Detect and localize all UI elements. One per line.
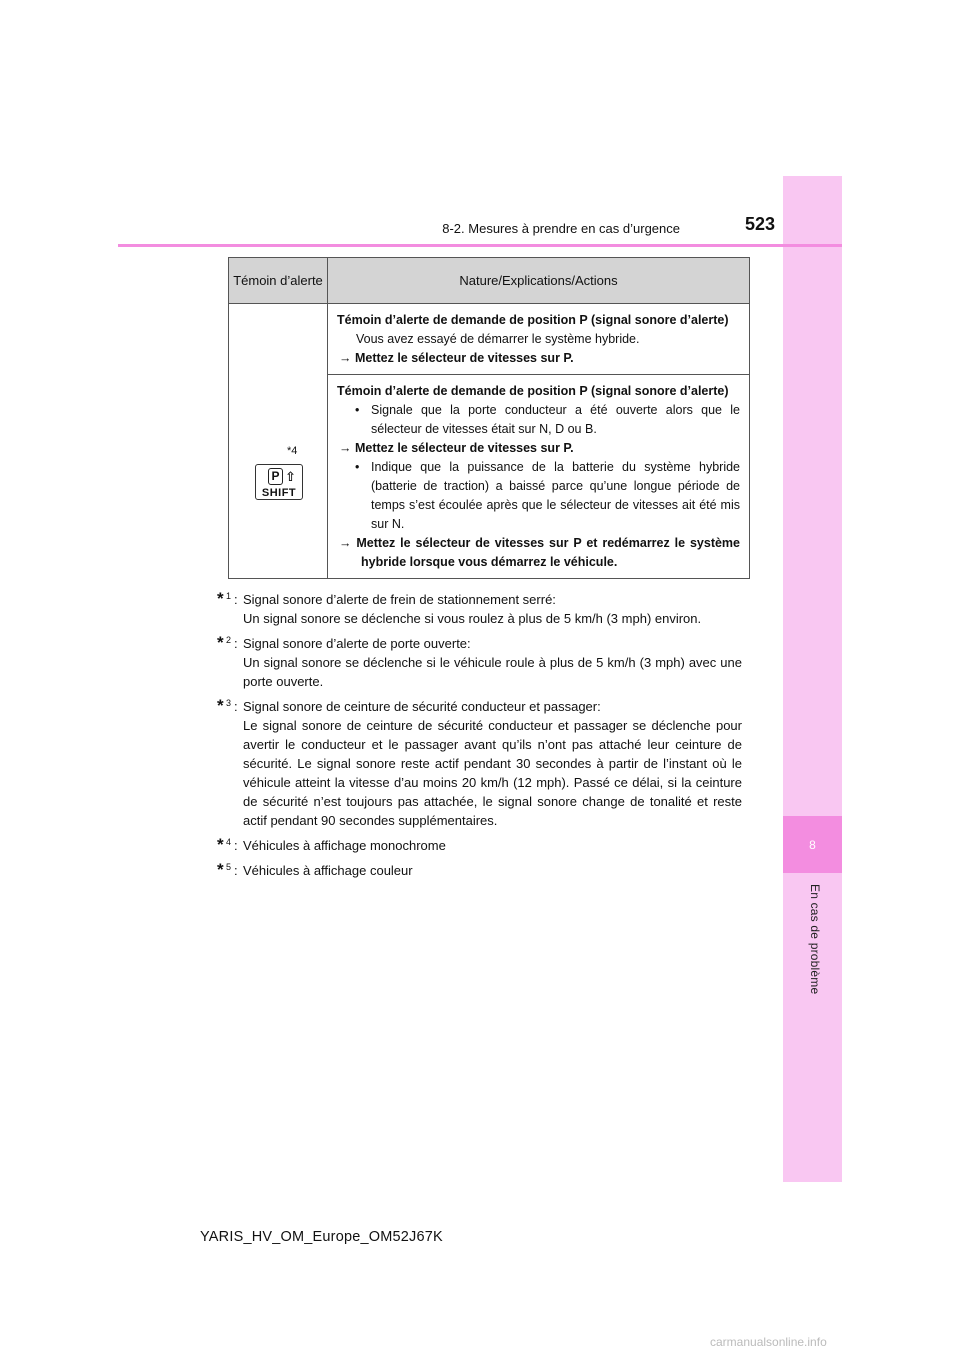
footnote-number: 5 [226,862,232,872]
chapter-number-tab[interactable] [783,816,842,873]
chapter-side-strip [783,176,842,1182]
entry-title: Témoin d’alerte de demande de position P (signal sonore d’alerte) [337,313,729,327]
entry-action: → Mettez le sélecteur de vitesses sur P et redémarrez le système hybride lorsque vous démarrez le véhicule. [339,536,740,569]
bullet-dot: • [355,460,360,474]
footnote-colon: : [234,838,238,853]
header-rule [118,244,842,247]
footnote-number: 4 [226,837,232,847]
shift-p-warning-icon [255,464,303,500]
entry-action: → Mettez le sélecteur de vitesses sur P. [339,441,574,455]
asterisk-icon: * [217,589,224,608]
footnote-text: Un signal sonore se déclenche si vous roulez à plus de 5 km/h (3 mph) environ. [243,611,702,626]
footnote-text: Le signal sonore de ceinture de sécurité conducteur et passager se déclenche pour avertir le conducteur et le passager avant qu’ils n’ont pas attaché leur ceinture de sécurité. Le signal sonore reste actif pendant 30 secondes à partir de l’instant où le véhicule atteint la vitesse d’au moins 20 km/h (12 mph). Passé ce délai, si la ceinture de sécurité n’est toujours pas attachée, le signal sonore change de tonalité et reste actif pendant 90 secondes supplémentaires. [243,718,742,828]
asterisk-icon: * [217,633,224,652]
footnote-number: 2 [226,635,232,645]
footnote-5 [217,861,742,880]
footnote-colon: : [234,592,238,607]
bullet-text: Indique que la puissance de la batterie du système hybride (batterie de traction) a baissé parce qu’une longue période de temps s’est écoulée après que le sélecteur de vitesses ait été mis sur N. [371,460,740,531]
arrow-up-icon: ⇧ [285,469,296,484]
watermark: carmanualsonline.info [710,1335,827,1349]
entry-text: Vous avez essayé de démarrer le système hybride. [356,332,640,346]
footnote-number: 1 [226,591,232,601]
footnote-1 [217,590,742,628]
footnote-text: Véhicules à affichage monochrome [243,838,446,853]
footnote-text: Véhicules à affichage couleur [243,863,413,878]
header-nature-explanations: Nature/Explications/Actions [328,258,750,304]
header-warning-light: Témoin d’alerte [229,258,328,304]
footnote-3 [217,697,742,830]
warning-icon-cell [229,304,328,579]
entry-bullet [337,458,740,534]
entry-action: → Mettez le sélecteur de vitesses sur P. [339,351,574,365]
bullet-text: Signale que la porte conducteur a été ouverte alors que le sélecteur de vitesses était sur N, D ou B. [371,403,740,436]
entry-cell [328,304,750,375]
shift-label: SHIFT [261,487,297,499]
chapter-label: En cas de problème [808,884,822,995]
warning-light-table [228,257,750,579]
section-title: 8-2. Mesures à prendre en cas d’urgence [442,221,680,236]
page-number: 523 [744,214,775,234]
asterisk-icon: * [217,860,224,879]
entry-bullet [337,401,740,439]
entry-title: Témoin d’alerte de demande de position P (signal sonore d’alerte) [337,384,729,398]
footnote-heading: Signal sonore d’alerte de frein de stationnement serré: [243,592,556,607]
footnote-colon: : [234,699,238,714]
table-row [229,304,750,375]
footnotes [217,590,742,886]
document-footer-code: YARIS_HV_OM_Europe_OM52J67K [200,1229,443,1245]
p-letter: P [268,468,283,485]
footnote-2 [217,634,742,691]
footnote-number: 3 [226,698,232,708]
bullet-dot: • [355,403,360,417]
footnote-colon: : [234,863,238,878]
chapter-number: 8 [809,837,816,852]
asterisk-icon: * [217,696,224,715]
entry-cell [328,375,750,579]
footnote-text: Un signal sonore se déclenche si le véhicule roule à plus de 5 km/h (3 mph) avec une porte ouverte. [243,655,742,689]
footnote-heading: Signal sonore de ceinture de sécurité conducteur et passager: [243,699,601,714]
footnote-ref: *4 [287,445,298,457]
asterisk-icon: * [217,835,224,854]
footnote-heading: Signal sonore d’alerte de porte ouverte: [243,636,471,651]
footnote-colon: : [234,636,238,651]
table-header-row [229,258,750,304]
footnote-4 [217,836,742,855]
